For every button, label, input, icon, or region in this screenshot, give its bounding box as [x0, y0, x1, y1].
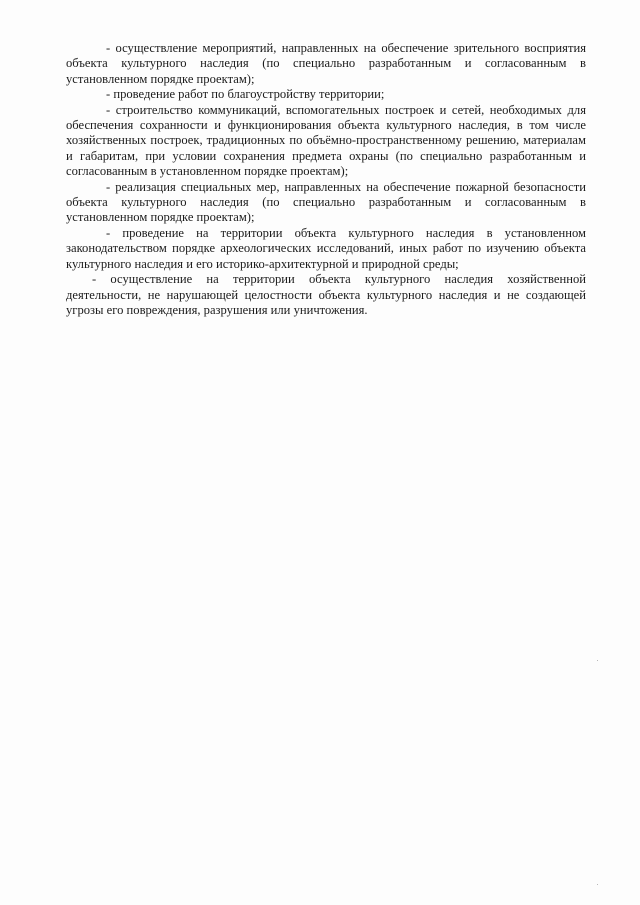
paragraph-economic-activity: - осуществление на территории объекта культурного наследия хозяйственной деятельности, не нарушающей целостности объекта культурного наследия и не создающей угрозы его повреждения, разрушения или уничтожения.	[66, 272, 586, 317]
paragraph-visual-perception: - осуществление мероприятий, направленных на обеспечение зрительного восприятия объекта культурного наследия (по специально разработанным и согласованным в установленном порядке проектам);	[66, 41, 586, 86]
scan-speck	[597, 884, 598, 885]
paragraph-construction: - строительство коммуникаций, вспомогательных построек и сетей, необходимых для обеспечения сохранности и функционирования объекта культурного наследия, в том числе хозяйственных построек, традиционных по объёмно-пространственному решению, материалам и габаритам, при условии сохранения предмета охраны (по специально разработанным и согласованным в установленном порядке проектам);	[66, 102, 586, 179]
paragraph-archaeology: - проведение на территории объекта культурного наследия в установленном законодательством порядке археологических исследований, иных работ по изучению объекта культурного наследия и его историко-архитектурной и природной среды;	[66, 225, 586, 271]
scan-speck	[597, 660, 598, 661]
paragraph-landscaping: - проведение работ по благоустройству территории;	[106, 87, 385, 102]
paragraph-fire-safety: - реализация специальных мер, направленных на обеспечение пожарной безопасности объекта культурного наследия (по специально разработанным и согласованным в установленном порядке проектам);	[66, 179, 586, 225]
document-body	[66, 41, 586, 318]
